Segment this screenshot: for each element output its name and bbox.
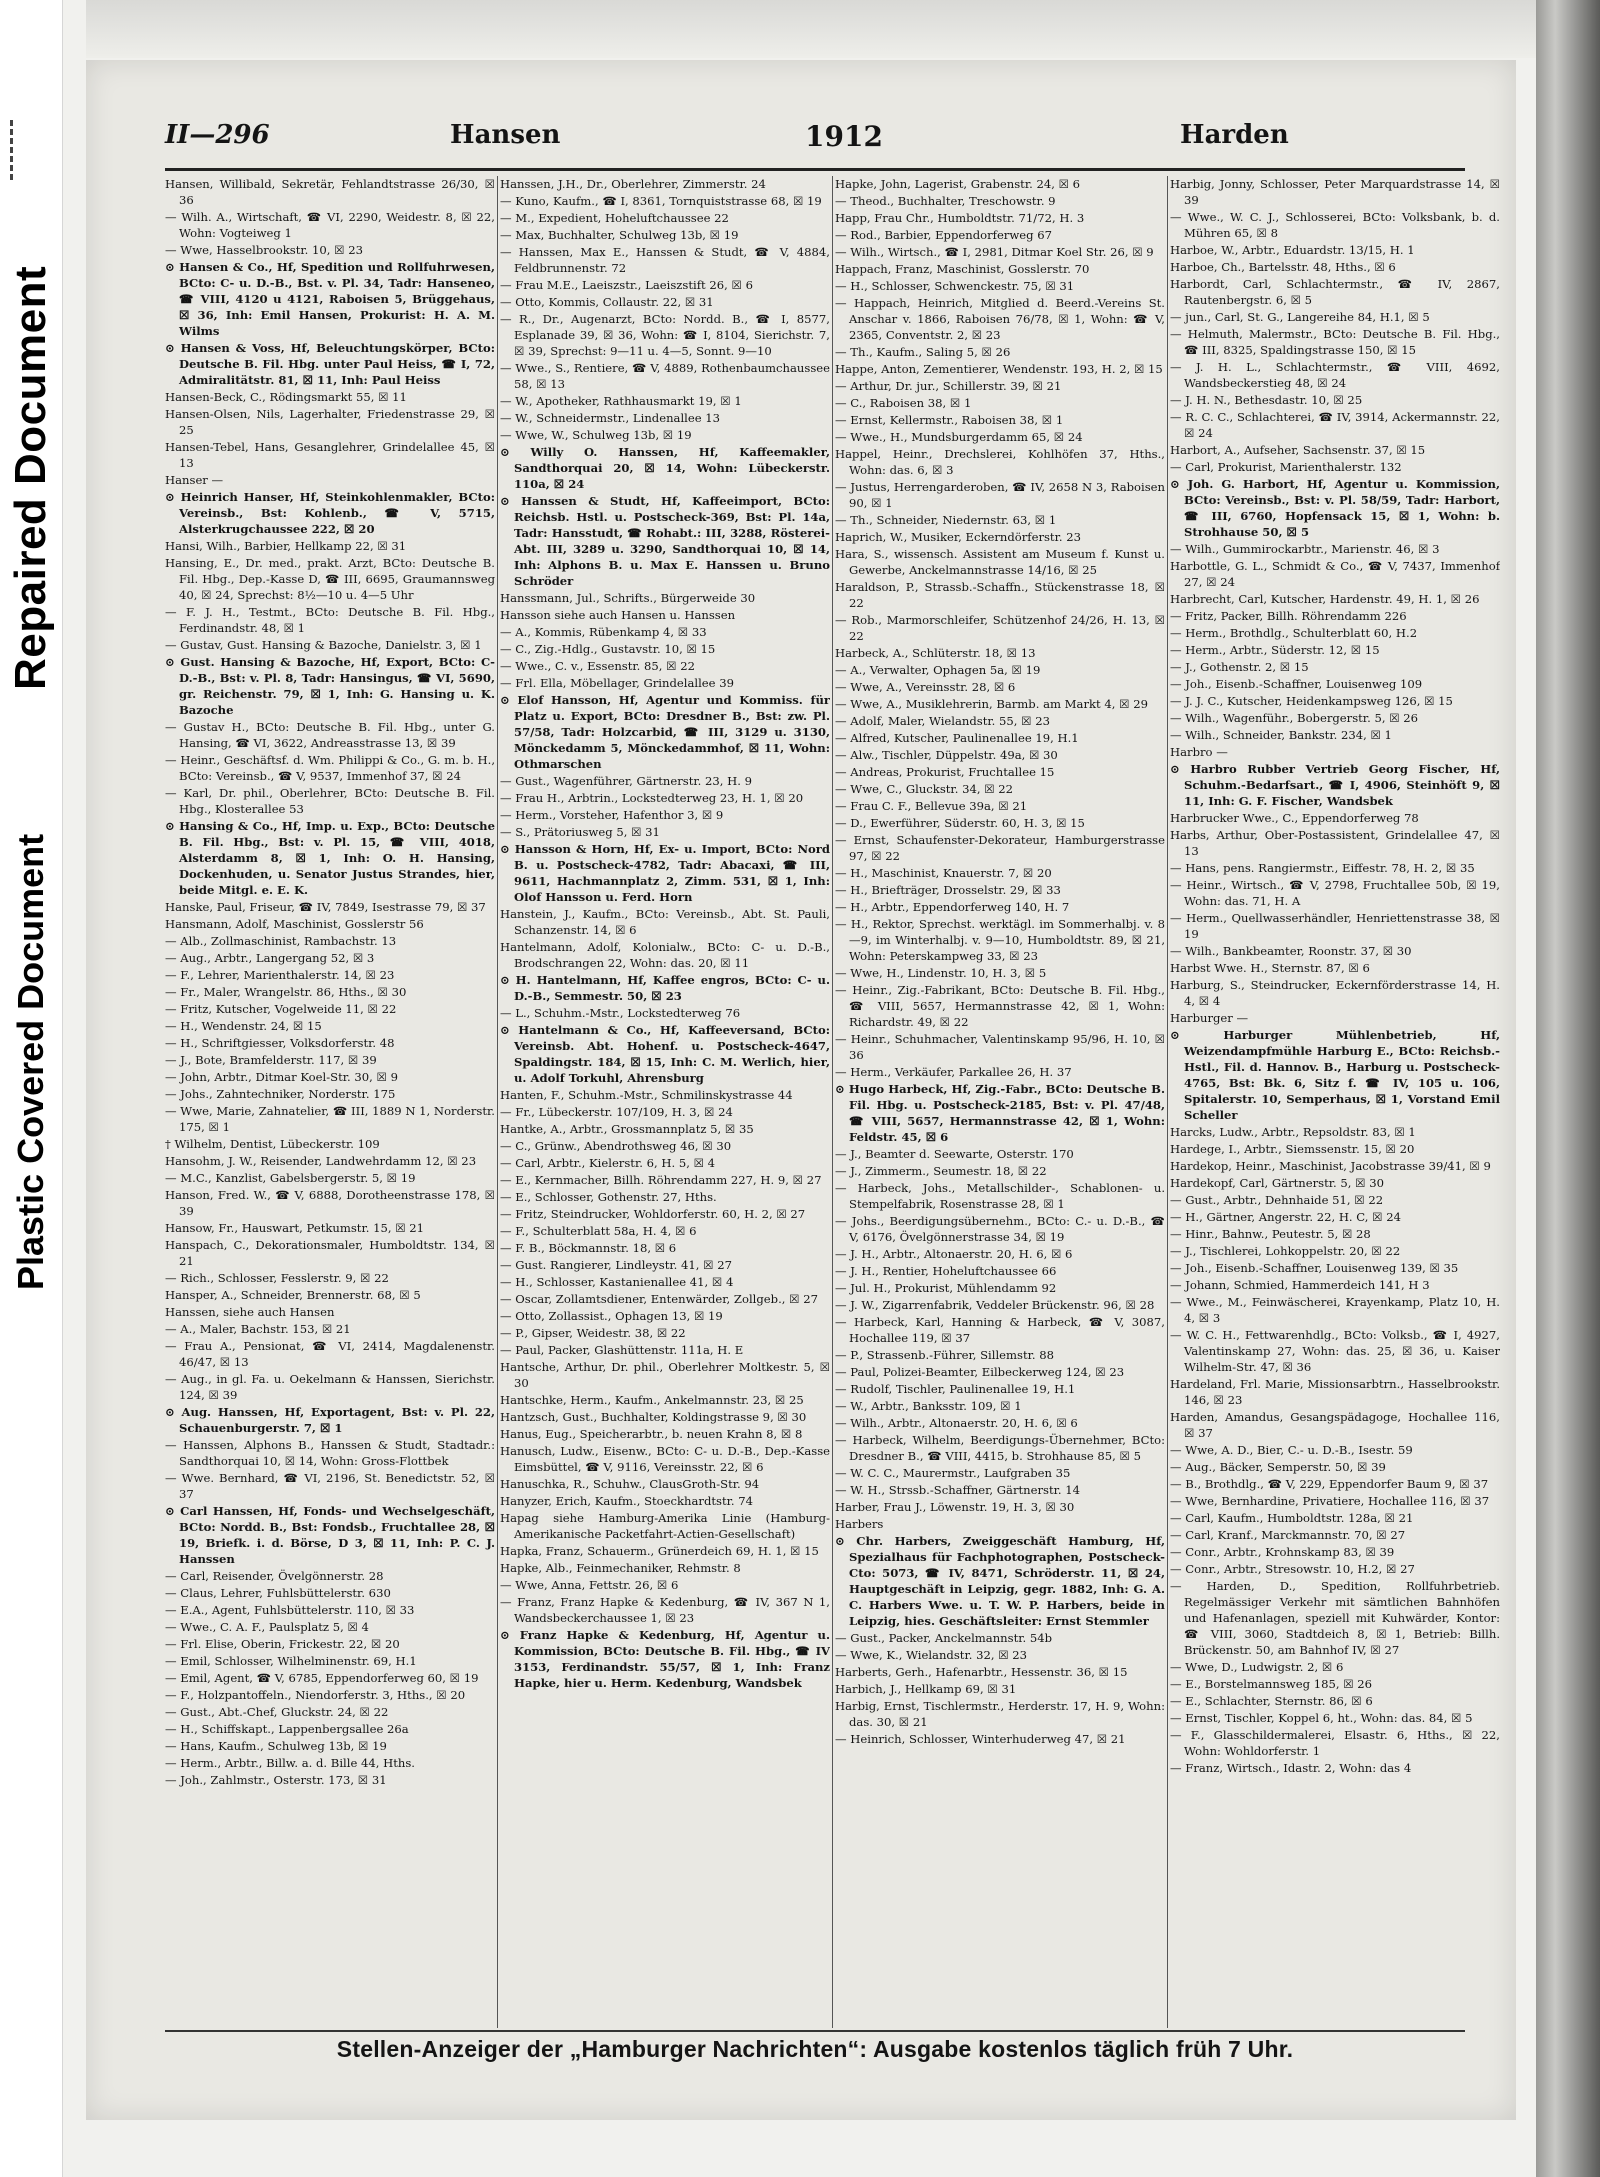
- directory-entry: — Wwe, K., Wielandstr. 32, ☒ 23: [835, 1648, 1028, 1662]
- directory-entry: Harbro —: [1170, 745, 1228, 759]
- directory-entry: — Rob., Marmorschleifer, Schützenhof 24/26, H. 13, ☒ 22: [835, 613, 1165, 643]
- directory-entry: — Carl, Reisender, Övelgönnerstr. 28: [165, 1569, 384, 1583]
- directory-entry: — Otto, Zollassist., Ophagen 13, ☒ 19: [500, 1309, 723, 1323]
- directory-entry: — Carl, Kranf., Marckmannstr. 70, ☒ 27: [1170, 1528, 1406, 1542]
- directory-entry: ⊙ Gust. Hansing & Bazoche, Hf, Export, BCto: C- D.-B., Bst: v. Pl. 8, Tadr: Hansingus, ☎ VI, 5690, gr. Reichenstr. 79, ☒ 1, Inh: G. Hansing u. K. Bazoche: [165, 655, 495, 717]
- directory-entry: ⊙ Hanssen & Studt, Hf, Kaffeeimport, BCto: Reichsb. Hstl. u. Postscheck-369, Bst: Pl. 14a, Tadr: Hansstudt, ☎ Rohabt.: III, 3288, Rösterei-Abt. III, 3289 u. 3290, Sandthorquai 10, ☒ 14, Inh: Alphons B. u. Max E. Hanssen u. Bruno Schröder: [500, 494, 830, 588]
- directory-entry: — Paul, Packer, Glashüttenstr. 111a, H. E: [500, 1343, 744, 1357]
- directory-entry: — Carl, Prokurist, Marienthalerstr. 132: [1170, 460, 1402, 474]
- directory-entry: — Joh., Zahlmstr., Osterstr. 173, ☒ 31: [165, 1773, 387, 1787]
- directory-entry: Harbich, J., Hellkamp 69, ☒ 31: [835, 1682, 1017, 1696]
- directory-entry: — Franz, Franz Hapke & Kedenburg, ☎ IV, 367 N 1, Wandsbeckerchaussee 1, ☒ 23: [500, 1595, 830, 1625]
- directory-entry: Hanske, Paul, Friseur, ☎ IV, 7849, Isestrasse 79, ☒ 37: [165, 900, 486, 914]
- directory-entry: Hansen-Beck, C., Rödingsmarkt 55, ☒ 11: [165, 390, 407, 404]
- directory-entry: — Kuno, Kaufm., ☎ I, 8361, Tornquiststrasse 68, ☒ 19: [500, 194, 822, 208]
- directory-entry: — Ernst, Kellermstr., Raboisen 38, ☒ 1: [835, 413, 1064, 427]
- directory-entry: Hantelmann, Adolf, Kolonialw., BCto: C- u. D.-B., Brodschrangen 22, Wohn: das. 20, ☒ 11: [500, 940, 830, 970]
- directory-entry: † Wilhelm, Dentist, Lübeckerstr. 109: [165, 1137, 380, 1151]
- directory-entry: — W., Arbtr., Banksstr. 109, ☒ 1: [835, 1399, 1022, 1413]
- directory-entry: ⊙ Aug. Hanssen, Hf, Exportagent, Bst: v. Pl. 22, Schauenburgerstr. 7, ☒ 1: [165, 1405, 495, 1435]
- directory-entry: — Gust., Wagenführer, Gärtnerstr. 23, H. 9: [500, 774, 752, 788]
- directory-entry: — Frl. Elise, Oberin, Frickestr. 22, ☒ 20: [165, 1637, 400, 1651]
- directory-entry: — J., Gothenstr. 2, ☒ 15: [1170, 660, 1309, 674]
- scan-tab-mark: [10, 120, 21, 180]
- directory-entry: — Harden, D., Spedition, Rollfuhrbetrieb. Regelmässiger Verkehr mit sämtlichen Bahnhöfen und Hafenanlagen, speziell mit Kuhwärder, Kontor: ☎ VIII, 3060, Stadtdeich 8, ☒ 1, Betrieb: Billh. Brückenstr. 50, am Bahnhof IV, ☒ 27: [1170, 1579, 1500, 1657]
- directory-entry: — E., Kernmacher, Billh. Röhrendamm 227, H. 9, ☒ 27: [500, 1173, 822, 1187]
- directory-entry: — Alw., Tischler, Düppelstr. 49a, ☒ 30: [835, 748, 1058, 762]
- directory-entry: — Herm., Arbtr., Billw. a. d. Bille 44, Hths.: [165, 1756, 415, 1770]
- directory-entry: — Conr., Arbtr., Stresowstr. 10, H.2, ☒ 27: [1170, 1562, 1415, 1576]
- directory-entry: Hapke, Alb., Feinmechaniker, Rehmstr. 8: [500, 1561, 741, 1575]
- directory-entry: Harbort, A., Aufseher, Sachsenstr. 37, ☒ 15: [1170, 443, 1426, 457]
- directory-entry: — Herm., Verkäufer, Parkallee 26, H. 37: [835, 1065, 1072, 1079]
- column-divider: [1167, 176, 1168, 2028]
- directory-entry: — Carl, Arbtr., Kielerstr. 6, H. 5, ☒ 4: [500, 1156, 716, 1170]
- directory-entry: — J. H. L., Schlachtermstr., ☎ VIII, 4692, Wandsbeckerstieg 48, ☒ 24: [1170, 360, 1500, 390]
- directory-entry: — Ernst, Schaufenster-Dekorateur, Hamburgerstrasse 97, ☒ 22: [835, 833, 1165, 863]
- directory-column-3: [835, 176, 1165, 2028]
- directory-entry: — Gust., Abt.-Chef, Gluckstr. 24, ☒ 22: [165, 1705, 389, 1719]
- directory-entry: — Joh., Eisenb.-Schaffner, Louisenweg 139, ☒ 35: [1170, 1261, 1459, 1275]
- directory-entry: Hantke, A., Arbtr., Grossmannplatz 5, ☒ 35: [500, 1122, 754, 1136]
- directory-entry: Hansmann, Adolf, Maschinist, Gosslerstr 56: [165, 917, 424, 931]
- directory-entry: — J. W., Zigarrenfabrik, Veddeler Brückenstr. 96, ☒ 28: [835, 1298, 1155, 1312]
- directory-entry: Hanuschka, R., Schuhw., ClausGroth-Str. 94: [500, 1477, 760, 1491]
- directory-entry: — Gust. Rangierer, Lindleystr. 41, ☒ 27: [500, 1258, 733, 1272]
- directory-entry: — Emil, Agent, ☎ V, 6785, Eppendorferweg 60, ☒ 19: [165, 1671, 479, 1685]
- directory-entry: Haprich, W., Musiker, Eckerndörferstr. 23: [835, 530, 1081, 544]
- directory-entry: Hantsche, Arthur, Dr. phil., Oberlehrer Moltkestr. 5, ☒ 30: [500, 1360, 830, 1390]
- directory-entry: — Heinr., Zig.-Fabrikant, BCto: Deutsche B. Fil. Hbg., ☎ VIII, 5657, Hermannstrasse 42, ☒ 1, Wohn: Richardstr. 49, ☒ 22: [835, 983, 1165, 1029]
- directory-entry: — F., Holzpantoffeln., Niendorferstr. 3, Hths., ☒ 20: [165, 1688, 466, 1702]
- directory-entry: — Rudolf, Tischler, Paulinenallee 19, H.1: [835, 1382, 1076, 1396]
- directory-entry: — E., Borstelmannsweg 185, ☒ 26: [1170, 1677, 1373, 1691]
- directory-entry: — Wwe, W., Schulweg 13b, ☒ 19: [500, 428, 692, 442]
- directory-entry: ⊙ Hansen & Co., Hf, Spedition und Rollfuhrwesen, BCto: C- u. D.-B., Bst. v. Pl. 34, Tadr: Hanseneo, ☎ VIII, 4120 u 4121, Raboisen 5, Brüggehaus, ☒ 36, Inh: Emil Hansen, Prokurist: H. A. M. Wilms: [165, 260, 495, 338]
- directory-entry: — Adolf, Maler, Wielandstr. 55, ☒ 23: [835, 714, 1050, 728]
- directory-entry: — H., Rektor, Sprechst. werktägl. im Sommerhalbj. v. 8—9, im Winterhalbj. v. 9—10, Humboldtstr. 89, ☒ 21, Wohn: Peterskampweg 33, ☒ 23: [835, 917, 1165, 963]
- directory-entry: ⊙ Hansen & Voss, Hf, Beleuchtungskörper, BCto: Deutsche B. Fil. Hbg. unter Paul Heiss, ☎ I, 72, Admiralitätstr. 81, ☒ 11, Inh: Paul Heiss: [165, 341, 495, 387]
- directory-entry: — jun., Carl, St. G., Langereihe 84, H.1, ☒ 5: [1170, 310, 1430, 324]
- directory-entry: — F. J. H., Testmt., BCto: Deutsche B. Fil. Hbg., Ferdinandstr. 48, ☒ 1: [165, 605, 495, 635]
- directory-entry: — Wwe, Marie, Zahnatelier, ☎ III, 1889 N 1, Norderstr. 175, ☒ 1: [165, 1104, 495, 1134]
- directory-column-2: [500, 176, 830, 2028]
- directory-entry: Harbrecht, Carl, Kutscher, Hardenstr. 49, H. 1, ☒ 26: [1170, 592, 1480, 606]
- directory-entry: Hanson, Fred. W., ☎ V, 6888, Dorotheenstrasse 178, ☒ 39: [165, 1188, 495, 1218]
- directory-entry: — H., Arbtr., Eppendorferweg 140, H. 7: [835, 900, 1070, 914]
- directory-entry: ⊙ Franz Hapke & Kedenburg, Hf, Agentur u. Kommission, BCto: Deutsche B. Fil. Hbg., ☎ IV 3153, Ferdinandstr. 55/57, ☒ 1, Inh: Franz Hapke, hier u. Herm. Kedenburg, Wandsbek: [500, 1628, 830, 1690]
- directory-entry: — J., Bote, Bramfelderstr. 117, ☒ 39: [165, 1053, 377, 1067]
- directory-entry: ⊙ Harbro Rubber Vertrieb Georg Fischer, Hf, Schuhm.-Bedarfsart., ☎ I, 4906, Steinhöft 9, ☒ 11, Inh: G. F. Fischer, Wandsbek: [1170, 762, 1500, 808]
- directory-entry: ⊙ Hantelmann & Co., Hf, Kaffeeversand, BCto: Vereinsb. Abt. Hohenf. u. Postscheck-4647, Spaldingstr. 184, ☒ 15, Inh: C. M. Werlich, hier, u. Adolf Torkuhl, Ahrensburg: [500, 1023, 830, 1085]
- directory-entry: Happel, Heinr., Drechslerei, Kohlhöfen 37, Hths., Wohn: das. 6, ☒ 3: [835, 447, 1165, 477]
- directory-entry: — R., Dr., Augenarzt, BCto: Nordd. B., ☎ I, 8577, Esplanade 39, ☒ 36, Wohn: ☎ I, 8104, Sierichstr. 7, ☒ 39, Sprechst: 9—11 u. 4—5, Sonnt. 9—10: [500, 312, 830, 358]
- directory-entry: — S., Prätoriusweg 5, ☒ 31: [500, 825, 660, 839]
- directory-entry: Hansow, Fr., Hauswart, Petkumstr. 15, ☒ 21: [165, 1221, 425, 1235]
- directory-entry: — Wwe, A. D., Bier, C.- u. D.-B., Isestr. 59: [1170, 1443, 1413, 1457]
- directory-entry: — Wilh., Wagenführ., Bobergerstr. 5, ☒ 26: [1170, 711, 1419, 725]
- directory-entry: — J., Tischlerei, Lohkoppelstr. 20, ☒ 22: [1170, 1244, 1401, 1258]
- directory-entry: — H., Schiffskapt., Lappenbergsallee 26a: [165, 1722, 409, 1736]
- directory-entry: Hansing, E., Dr. med., prakt. Arzt, BCto: Deutsche B. Fil. Hbg., Dep.-Kasse D, ☎ III, 6695, Graumannsweg 40, ☒ 24, Sprechst: 8½—10 u. 4—5 Uhr: [165, 556, 495, 602]
- directory-entry: — W. C. C., Maurermstr., Laufgraben 35: [835, 1466, 1071, 1480]
- directory-entry: — W., Schneidermstr., Lindenallee 13: [500, 411, 721, 425]
- directory-entry: — F., Lehrer, Marienthalerstr. 14, ☒ 23: [165, 968, 395, 982]
- directory-entry: — Happach, Heinrich, Mitglied d. Beerd.-Vereins St. Anschar v. 1866, Raboisen 76/78, ☒ 1, Wohn: ☎ V, 2365, Conventstr. 2, ☒ 23: [835, 296, 1165, 342]
- directory-entry: — E., Schlachter, Sternstr. 86, ☒ 6: [1170, 1694, 1373, 1708]
- directory-entry: — Wilh., Gummirockarbtr., Marienstr. 46, ☒ 3: [1170, 542, 1440, 556]
- directory-entry: — L., Schuhm.-Mstr., Lockstedterweg 76: [500, 1006, 741, 1020]
- repaired-document-label: Repaired Document: [6, 265, 55, 690]
- directory-entry: — Wilh., Wirtsch., ☎ I, 2981, Ditmar Koel Str. 26, ☒ 9: [835, 245, 1154, 259]
- directory-entry: — M., Expedient, Hoheluftchaussee 22: [500, 211, 729, 225]
- directory-entry: — Wilh., Schneider, Bankstr. 234, ☒ 1: [1170, 728, 1392, 742]
- directory-entry: Harden, Amandus, Gesangspädagoge, Hochallee 116, ☒ 37: [1170, 1410, 1500, 1440]
- directory-entry: — Gust., Packer, Anckelmannstr. 54b: [835, 1631, 1053, 1645]
- directory-entry: — P., Gipser, Weidestr. 38, ☒ 22: [500, 1326, 686, 1340]
- directory-entry: — Theod., Buchhalter, Treschowstr. 9: [835, 194, 1056, 208]
- directory-entry: — Frau A., Pensionat, ☎ VI, 2414, Magdalenenstr. 46/47, ☒ 13: [165, 1339, 495, 1369]
- directory-entry: Harbers: [835, 1517, 884, 1531]
- directory-entry: Hansen, Willibald, Sekretär, Fehlandtstrasse 26/30, ☒ 36: [165, 177, 495, 207]
- directory-entry: Hantschke, Herm., Kaufm., Ankelmannstr. 23, ☒ 25: [500, 1393, 804, 1407]
- page-number: II—296: [165, 120, 270, 150]
- directory-entry: — Max, Buchhalter, Schulweg 13b, ☒ 19: [500, 228, 739, 242]
- running-header: [165, 120, 1465, 160]
- directory-entry: Hanusch, Ludw., Eisenw., BCto: C- u. D.-B., Dep.-Kasse Eimsbüttel, ☎ V, 9116, Vereinsstr. 22, ☒ 6: [500, 1444, 830, 1474]
- directory-entry: — W., Apotheker, Rathhausmarkt 19, ☒ 1: [500, 394, 742, 408]
- directory-entry: — Fritz, Kutscher, Vogelweide 11, ☒ 22: [165, 1002, 397, 1016]
- book-right-edge: [1536, 0, 1600, 2177]
- directory-entry: — Fritz, Steindrucker, Wohldorferstr. 60, H. 2, ☒ 27: [500, 1207, 806, 1221]
- directory-entry: Hardeland, Frl. Marie, Missionsarbtrn., Hasselbrookstr. 146, ☒ 23: [1170, 1377, 1500, 1407]
- directory-entry: — Arthur, Dr. jur., Schillerstr. 39, ☒ 21: [835, 379, 1062, 393]
- directory-entry: — Karl, Dr. phil., Oberlehrer, BCto: Deutsche B. Fil. Hbg., Klosterallee 53: [165, 786, 495, 816]
- directory-entry: Harburger —: [1170, 1011, 1249, 1025]
- directory-entry: Hanten, F., Schuhm.-Mstr., Schmilinskystrasse 44: [500, 1088, 793, 1102]
- directory-entry: Harberts, Gerh., Hafenarbtr., Hessenstr. 36, ☒ 15: [835, 1665, 1128, 1679]
- header-year: 1912: [805, 120, 883, 153]
- directory-entry: — Johs., Beerdigungsübernehm., BCto: C.- u. D.-B., ☎ V, 6176, Övelgönnerstrasse 34, ☒ 19: [835, 1214, 1165, 1244]
- directory-entry: — Herm., Arbtr., Süderstr. 12, ☒ 15: [1170, 643, 1380, 657]
- directory-entry: — Heinr., Wirtsch., ☎ V, 2798, Fruchtallee 50b, ☒ 19, Wohn: das. 71, H. A: [1170, 878, 1500, 908]
- directory-entry: — Wwe, D., Ludwigstr. 2, ☒ 6: [1170, 1660, 1344, 1674]
- directory-entry: — J. J. C., Kutscher, Heidenkampsweg 126, ☒ 15: [1170, 694, 1453, 708]
- footer-advert: Stellen-Anzeiger der „Hamburger Nachrichten“: Ausgabe kostenlos täglich früh 7 Uhr.: [336, 2036, 1294, 2062]
- directory-entry: — W. C. H., Fettwarenhdlg., BCto: Volksb., ☎ I, 4927, Valentinskamp 27, Wohn: das. 25, ☒ 36, u. Kaiser Wilhelm-Str. 47, ☒ 36: [1170, 1328, 1500, 1374]
- directory-entry: Hansper, A., Schneider, Brennerstr. 68, ☒ 5: [165, 1288, 421, 1302]
- directory-entry: — Fr., Maler, Wrangelstr. 86, Hths., ☒ 30: [165, 985, 407, 999]
- directory-entry: Harbordt, Carl, Schlachtermstr., ☎ IV, 2867, Rautenbergstr. 6, ☒ 5: [1170, 277, 1500, 307]
- directory-entry: — J., Beamter d. Seewarte, Osterstr. 170: [835, 1147, 1074, 1161]
- directory-entry: — Th., Kaufm., Saling 5, ☒ 26: [835, 345, 1011, 359]
- directory-column-1: [165, 176, 495, 2028]
- directory-entry: Hansi, Wilh., Barbier, Hellkamp 22, ☒ 31: [165, 539, 407, 553]
- directory-entry: — Wwe. Bernhard, ☎ VI, 2196, St. Benedictstr. 52, ☒ 37: [165, 1471, 495, 1501]
- scan-top-edge: [86, 0, 1536, 58]
- directory-entry: — Wilh., Bankbeamter, Roonstr. 37, ☒ 30: [1170, 944, 1412, 958]
- directory-entry: — Wilh., Arbtr., Altonaerstr. 20, H. 6, ☒ 6: [835, 1416, 1078, 1430]
- directory-entry: — Heinr., Schuhmacher, Valentinskamp 95/96, H. 10, ☒ 36: [835, 1032, 1165, 1062]
- directory-entry: Hardekopf, Carl, Gärtnerstr. 5, ☒ 30: [1170, 1176, 1384, 1190]
- directory-entry: — Gust., Arbtr., Dehnhaide 51, ☒ 22: [1170, 1193, 1384, 1207]
- directory-entry: — Justus, Herrengarderoben, ☎ IV, 2658 N 3, Raboisen 90, ☒ 1: [835, 480, 1165, 510]
- directory-entry: — Frau M.E., Laeiszstr., Laeiszstift 26, ☒ 6: [500, 278, 753, 292]
- directory-entry: — H., Schriftgiesser, Volksdorferstr. 48: [165, 1036, 395, 1050]
- directory-entry: — Johs., Zahntechniker, Norderstr. 175: [165, 1087, 396, 1101]
- header-right-word: Harden: [1180, 120, 1289, 150]
- directory-entry: — E.A., Agent, Fuhlsbüttelerstr. 110, ☒ 33: [165, 1603, 415, 1617]
- directory-entry: — J., Zimmerm., Seumestr. 18, ☒ 22: [835, 1164, 1047, 1178]
- directory-entry: — C., Grünw., Abendrothsweg 46, ☒ 30: [500, 1139, 732, 1153]
- directory-entry: — Hinr., Bahnw., Peutestr. 5, ☒ 28: [1170, 1227, 1371, 1241]
- directory-entry: Harburg, S., Steindrucker, Eckernförderstrasse 14, H. 4, ☒ 4: [1170, 978, 1500, 1008]
- directory-entry: Happach, Franz, Maschinist, Gosslerstr. 70: [835, 262, 1090, 276]
- directory-entry: Harbs, Arthur, Ober-Postassistent, Grindelallee 47, ☒ 13: [1170, 828, 1500, 858]
- directory-entry: — Wwe., S., Rentiere, ☎ V, 4889, Rothenbaumchaussee 58, ☒ 13: [500, 361, 830, 391]
- header-rule: [165, 168, 1465, 171]
- directory-entry: ⊙ Hugo Harbeck, Hf, Zig.-Fabr., BCto: Deutsche B. Fil. Hbg. u. Postscheck-2185, Bst: v. Pl. 47/48, ☎ VIII, 5657, Hermannstrasse 42, ☒ 1, Wohn: Feldstr. 45, ☒ 6: [835, 1082, 1165, 1144]
- directory-entry: — Frl. Ella, Möbellager, Grindelallee 39: [500, 676, 734, 690]
- directory-entry: — Gustav H., BCto: Deutsche B. Fil. Hbg., unter G. Hansing, ☎ VI, 3622, Andreasstrasse 13, ☒ 39: [165, 720, 495, 750]
- directory-entry: ⊙ Chr. Harbers, Zweiggeschäft Hamburg, Hf, Spezialhaus für Fachphotographen, Postscheck-Cto: 5073, ☎ IV, 8471, Schröderstr. 11, ☒ 24, Hauptgeschäft in Leipzig, gegr. 1882, Inh: G. A. C. Harbers Wwe. u. T. W. P. Harbers, beide in Leipzig, hies. Geschäftsleiter: Ernst Stemmler: [835, 1534, 1165, 1628]
- directory-entry: — Gustav, Gust. Hansing & Bazoche, Danielstr. 3, ☒ 1: [165, 638, 482, 652]
- directory-entry: — Wwe., W. C. J., Schlosserei, BCto: Volksbank, b. d. Mühren 65, ☒ 8: [1170, 210, 1500, 240]
- directory-entry: — Paul, Polizei-Beamter, Eilbeckerweg 124, ☒ 23: [835, 1365, 1125, 1379]
- directory-entry: — Claus, Lehrer, Fuhlsbüttelerstr. 630: [165, 1586, 391, 1600]
- directory-entry: — F., Schulterblatt 58a, H. 4, ☒ 6: [500, 1224, 697, 1238]
- directory-column-4: [1170, 176, 1500, 2028]
- directory-entry: Harbrucker Wwe., C., Eppendorferweg 78: [1170, 811, 1419, 825]
- directory-entry: — H., Schlosser, Schwenckestr. 75, ☒ 31: [835, 279, 1075, 293]
- directory-entry: — Hanssen, Alphons B., Hanssen & Studt, Stadtadr.: Sandthorquai 10, ☒ 14, Wohn: Gross-Flottbek: [165, 1438, 495, 1468]
- footer-rule: [165, 2030, 1465, 2032]
- directory-entry: — Aug., Arbtr., Langergang 52, ☒ 3: [165, 951, 375, 965]
- column-divider: [497, 176, 498, 2028]
- binding-strip: [0, 0, 63, 2177]
- directory-entry: — John, Arbtr., Ditmar Koel-Str. 30, ☒ 9: [165, 1070, 398, 1084]
- directory-entry: Harbeck, A., Schlüterstr. 18, ☒ 13: [835, 646, 1036, 660]
- directory-entry: Haraldson, P., Strassb.-Schaffn., Stückenstrasse 18, ☒ 22: [835, 580, 1165, 610]
- directory-entry: Harboe, Ch., Bartelsstr. 48, Hths., ☒ 6: [1170, 260, 1396, 274]
- directory-entry: ⊙ Elof Hansson, Hf, Agentur und Kommiss. für Platz u. Export, BCto: Dresdner B., Bst: zw. Pl. 57/58, Tadr: Holzcarbid, ☎ III, 3129 u. 3130, Mönckedamm 5, Mönckedammhof, ☒ 11, Wohn: Othmarschen: [500, 693, 830, 771]
- directory-entry: — Wwe, Hasselbrookstr. 10, ☒ 23: [165, 243, 363, 257]
- directory-entry: Hansen-Tebel, Hans, Gesanglehrer, Grindelallee 45, ☒ 13: [165, 440, 495, 470]
- directory-entry: — Hanssen, Max E., Hanssen & Studt, ☎ V, 4884, Feldbrunnenstr. 72: [500, 245, 830, 275]
- directory-entry: ⊙ Hansson & Horn, Hf, Ex- u. Import, BCto: Nord B. u. Postscheck-4782, Tadr: Abacaxi, ☎ III, 9611, Hachmannplatz 2, Zimm. 531, ☒ 1, Inh: Olof Hansson u. Ferd. Horn: [500, 842, 830, 904]
- directory-entry: — Frau H., Arbtrin., Lockstedterweg 23, H. 1, ☒ 20: [500, 791, 804, 805]
- directory-entry: Harbst Wwe. H., Sternstr. 87, ☒ 6: [1170, 961, 1370, 975]
- directory-entry: Hanser —: [165, 473, 224, 487]
- directory-entry: — Otto, Kommis, Collaustr. 22, ☒ 31: [500, 295, 714, 309]
- directory-entry: — Wwe, A., Vereinsstr. 28, ☒ 6: [835, 680, 1016, 694]
- directory-entry: — W. H., Strssb.-Schaffner, Gärtnerstr. 14: [835, 1483, 1081, 1497]
- column-divider: [832, 176, 833, 2028]
- directory-entry: — Rod., Barbier, Eppendorferweg 67: [835, 228, 1052, 242]
- directory-entry: Harbottle, G. L., Schmidt & Co., ☎ V, 7437, Immenhof 27, ☒ 24: [1170, 559, 1500, 589]
- directory-entry: Harber, Frau J., Löwenstr. 19, H. 3, ☒ 30: [835, 1500, 1075, 1514]
- directory-entry: — Harbeck, Johs., Metallschilder-, Schablonen- u. Stempelfabrik, Rosenstrasse 28, ☒ 1: [835, 1181, 1165, 1211]
- directory-entry: — Harbeck, Karl, Hanning & Harbeck, ☎ V, 3087, Hochallee 119, ☒ 37: [835, 1315, 1165, 1345]
- directory-entry: Hantzsch, Gust., Buchhalter, Koldingstrasse 9, ☒ 30: [500, 1410, 807, 1424]
- directory-entry: — Rich., Schlosser, Fesslerstr. 9, ☒ 22: [165, 1271, 389, 1285]
- directory-entry: — Aug., Bäcker, Semperstr. 50, ☒ 39: [1170, 1460, 1386, 1474]
- directory-entry: — P., Strassenb.-Führer, Sillemstr. 88: [835, 1348, 1055, 1362]
- directory-entry: — J. H., Arbtr., Altonaerstr. 20, H. 6, ☒ 6: [835, 1247, 1073, 1261]
- directory-entry: — J. H. N., Bethesdastr. 10, ☒ 25: [1170, 393, 1363, 407]
- directory-entry: ⊙ Willy O. Hanssen, Hf, Kaffeemakler, Sandthorquai 20, ☒ 14, Wohn: Lübeckerstr. 110a, ☒ 24: [500, 445, 830, 491]
- directory-entry: — E., Schlosser, Gothenstr. 27, Hths.: [500, 1190, 717, 1204]
- directory-entry: — Franz, Wirtsch., Idastr. 2, Wohn: das 4: [1170, 1761, 1412, 1775]
- directory-entry: ⊙ Harburger Mühlenbetrieb, Hf, Weizendampfmühle Harburg E., BCto: Reichsb.-Hstl., Fil. d. Hannov. B., Harburg u. Postscheck-4765, Bst: Bk. 6, Sitz f. ☎ IV, 105 u. 106, Spitalerstr. 10, Semperhaus, ☒ 1, Vorstand Emil Scheller: [1170, 1028, 1500, 1122]
- directory-entry: Happ, Frau Chr., Humboldtstr. 71/72, H. 3: [835, 211, 1085, 225]
- directory-entry: Hanssmann, Jul., Schrifts., Bürgerweide 30: [500, 591, 756, 605]
- directory-entry: — M.C., Kanzlist, Gabelsbergerstr. 5, ☒ 19: [165, 1171, 416, 1185]
- directory-entry: — Wwe, C., Gluckstr. 34, ☒ 22: [835, 782, 1014, 796]
- directory-entry: — Herm., Quellwasserhändler, Henriettenstrasse 38, ☒ 19: [1170, 911, 1500, 941]
- directory-entry: — C., Raboisen 38, ☒ 1: [835, 396, 972, 410]
- directory-entry: Hanyzer, Erich, Kaufm., Stoeckhardtstr. 74: [500, 1494, 754, 1508]
- directory-entry: ⊙ Carl Hanssen, Hf, Fonds- und Wechselgeschäft, BCto: Nordd. B., Bst: Fondsb., Fruchtallee 28, ☒ 19, Briefk. i. d. Börse, D 3, ☒ 11, Inh: P. C. J. Hanssen: [165, 1504, 495, 1566]
- directory-entry: — Hans, Kaufm., Schulweg 13b, ☒ 19: [165, 1739, 387, 1753]
- directory-entry: — Alfred, Kutscher, Paulinenallee 19, H.1: [835, 731, 1079, 745]
- directory-entry: Hanus, Eug., Speicherarbtr., b. neuen Krahn 8, ☒ 8: [500, 1427, 803, 1441]
- directory-entry: — Heinr., Geschäftsf. d. Wm. Philippi & Co., G. m. b. H., BCto: Vereinsb., ☎ V, 9537, Immenhof 37, ☒ 24: [165, 753, 495, 783]
- directory-entry: — H., Gärtner, Angerstr. 22, H. C, ☒ 24: [1170, 1210, 1401, 1224]
- directory-entry: — Heinrich, Schlosser, Winterhuderweg 47, ☒ 21: [835, 1732, 1126, 1746]
- directory-entry: — A., Verwalter, Ophagen 5a, ☒ 19: [835, 663, 1041, 677]
- directory-entry: ⊙ Joh. G. Harbort, Hf, Agentur u. Kommission, BCto: Vereinsb., Bst: v. Pl. 58/59, Tadr: Harbort, ☎ III, 6760, Hopfensack 15, ☒ 1, Wohn: b. Strohhause 50, ☒ 5: [1170, 477, 1500, 539]
- directory-entry: — Harbeck, Wilhelm, Beerdigungs-Übernehmer, BCto: Dresdner B., ☎ VIII, 4415, b. Strohhause 85, ☒ 5: [835, 1433, 1165, 1463]
- directory-entry: — Emil, Schlosser, Wilhelminenstr. 69, H.1: [165, 1654, 417, 1668]
- directory-entry: — H., Briefträger, Drosselstr. 29, ☒ 33: [835, 883, 1061, 897]
- directory-entry: — Wilh. A., Wirtschaft, ☎ VI, 2290, Weidestr. 8, ☒ 22, Wohn: Vogteiweg 1: [165, 210, 495, 240]
- directory-entry: — Hans, pens. Rangiermstr., Eiffestr. 78, H. 2, ☒ 35: [1170, 861, 1475, 875]
- directory-entry: Hardekop, Heinr., Maschinist, Jacobstrasse 39/41, ☒ 9: [1170, 1159, 1491, 1173]
- header-left-word: Hansen: [450, 120, 561, 150]
- directory-entry: — Wwe, Bernhardine, Privatiere, Hochallee 116, ☒ 37: [1170, 1494, 1490, 1508]
- directory-entry: — Wwe., C. v., Essenstr. 85, ☒ 22: [500, 659, 695, 673]
- directory-entry: — D., Ewerführer, Süderstr. 60, H. 3, ☒ 15: [835, 816, 1085, 830]
- directory-entry: — Conr., Arbtr., Krohnskamp 83, ☒ 39: [1170, 1545, 1395, 1559]
- directory-entry: — F., Glasschildermalerei, Elsastr. 6, Hths., ☒ 22, Wohn: Wohldorferstr. 1: [1170, 1728, 1500, 1758]
- directory-entry: — R. C. C., Schlachterei, ☎ IV, 3914, Ackermannstr. 22, ☒ 24: [1170, 410, 1500, 440]
- directory-entry: Hansohm, J. W., Reisender, Landwehrdamm 12, ☒ 23: [165, 1154, 477, 1168]
- directory-entry: Harbig, Ernst, Tischlermstr., Herderstr. 17, H. 9, Wohn: das. 30, ☒ 21: [835, 1699, 1165, 1729]
- directory-entry: — Carl, Kaufm., Humboldtstr. 128a, ☒ 21: [1170, 1511, 1414, 1525]
- directory-entry: Happe, Anton, Zementierer, Wendenstr. 193, H. 2, ☒ 15: [835, 362, 1163, 376]
- directory-entry: — A., Maler, Bachstr. 153, ☒ 21: [165, 1322, 351, 1336]
- directory-entry: Hansson siehe auch Hansen u. Hanssen: [500, 608, 736, 622]
- directory-entry: Hapag siehe Hamburg-Amerika Linie (Hamburg-Amerikanische Packetfahrt-Actien-Gesellschaft): [500, 1511, 830, 1541]
- directory-entry: — C., Zig.-Hdlg., Gustavstr. 10, ☒ 15: [500, 642, 716, 656]
- directory-entry: Hara, S., wissensch. Assistent am Museum f. Kunst u. Gewerbe, Anckelmannstrasse 14/16, ☒ 25: [835, 547, 1165, 577]
- directory-entry: Harboe, W., Arbtr., Eduardstr. 13/15, H. 1: [1170, 243, 1415, 257]
- directory-entry: — Wwe., M., Feinwäscherei, Krayenkamp, Platz 10, H. 4, ☒ 3: [1170, 1295, 1500, 1325]
- directory-entry: — Herm., Vorsteher, Hafenthor 3, ☒ 9: [500, 808, 724, 822]
- directory-entry: — Alb., Zollmaschinist, Rambachstr. 13: [165, 934, 397, 948]
- directory-entry: — Herm., Brothdlg., Schulterblatt 60, H.2: [1170, 626, 1418, 640]
- directory-entry: ⊙ Hansing & Co., Hf, Imp. u. Exp., BCto: Deutsche B. Fil. Hbg., Bst: v. Pl. 15, ☎ VIII, 4018, Alsterdamm 8, ☒ 1, Inh: O. H. Hansing, Dockenhuden, u. Senator Justus Strandes, hier, beide Mitgl. e. E. K.: [165, 819, 495, 897]
- directory-entry: Hapka, Franz, Schauerm., Grünerdeich 69, H. 1, ☒ 15: [500, 1544, 819, 1558]
- directory-entry: — Wwe., H., Mundsburgerdamm 65, ☒ 24: [835, 430, 1083, 444]
- directory-entry: — Oscar, Zollamtsdiener, Entenwärder, Zollgeb., ☒ 27: [500, 1292, 818, 1306]
- directory-entry: — B., Brothdlg., ☎ V, 229, Eppendorfer Baum 9, ☒ 37: [1170, 1477, 1489, 1491]
- directory-entry: — Andreas, Prokurist, Fruchtallee 15: [835, 765, 1055, 779]
- directory-entry: Hansen-Olsen, Nils, Lagerhalter, Friedenstrasse 29, ☒ 25: [165, 407, 495, 437]
- directory-entry: Harbig, Jonny, Schlosser, Peter Marquardstrasse 14, ☒ 39: [1170, 177, 1500, 207]
- directory-entry: ⊙ Heinrich Hanser, Hf, Steinkohlenmakler, BCto: Vereinsb., Bst: Kohlenb., ☎ V, 5715, Alsterkrugchaussee 222, ☒ 20: [165, 490, 495, 536]
- directory-entry: — J. H., Rentier, Hoheluftchaussee 66: [835, 1264, 1057, 1278]
- directory-entry: — A., Kommis, Rübenkamp 4, ☒ 33: [500, 625, 707, 639]
- directory-entry: — Th., Schneider, Niedernstr. 63, ☒ 1: [835, 513, 1057, 527]
- directory-entry: Hanssen, siehe auch Hansen: [165, 1305, 335, 1319]
- directory-entry: Hardege, I., Arbtr., Siemssenstr. 15, ☒ 20: [1170, 1142, 1415, 1156]
- directory-entry: — H., Wendenstr. 24, ☒ 15: [165, 1019, 322, 1033]
- directory-entry: — Helmuth, Malermstr., BCto: Deutsche B. Fil. Hbg., ☎ III, 8325, Spaldingstrasse 150, ☒ 15: [1170, 327, 1500, 357]
- directory-entry: — Joh., Eisenb.-Schaffner, Louisenweg 109: [1170, 677, 1423, 691]
- directory-entry: — Johann, Schmied, Hammerdeich 141, H 3: [1170, 1278, 1430, 1292]
- directory-entry: Hanssen, J.H., Dr., Oberlehrer, Zimmerstr. 24: [500, 177, 766, 191]
- directory-entry: — Frau C. F., Bellevue 39a, ☒ 21: [835, 799, 1028, 813]
- directory-entry: Hanspach, C., Dekorationsmaler, Humboldtstr. 134, ☒ 21: [165, 1238, 495, 1268]
- plastic-covered-label: Plastic Covered Document: [10, 833, 51, 1290]
- directory-entry: — Ernst, Tischler, Koppel 6, ht., Wohn: das. 84, ☒ 5: [1170, 1711, 1473, 1725]
- directory-entry: Harcks, Ludw., Arbtr., Repsoldstr. 83, ☒ 1: [1170, 1125, 1416, 1139]
- directory-entry: — Fritz, Packer, Billh. Röhrendamm 226: [1170, 609, 1407, 623]
- directory-entry: — Wwe, Anna, Fettstr. 26, ☒ 6: [500, 1578, 679, 1592]
- directory-entry: — H., Schlosser, Kastanienallee 41, ☒ 4: [500, 1275, 734, 1289]
- directory-entry: — Wwe, H., Lindenstr. 10, H. 3, ☒ 5: [835, 966, 1047, 980]
- directory-entry: — F. B., Böckmannstr. 18, ☒ 6: [500, 1241, 677, 1255]
- directory-entry: ⊙ H. Hantelmann, Hf, Kaffee engros, BCto: C- u. D.-B., Semmestr. 50, ☒ 23: [500, 973, 830, 1003]
- directory-entry: — Jul. H., Prokurist, Mühlendamm 92: [835, 1281, 1057, 1295]
- directory-entry: — Wwe., C. A. F., Paulsplatz 5, ☒ 4: [165, 1620, 369, 1634]
- directory-entry: — H., Maschinist, Knauerstr. 7, ☒ 20: [835, 866, 1052, 880]
- directory-entry: Hapke, John, Lagerist, Grabenstr. 24, ☒ 6: [835, 177, 1081, 191]
- directory-entry: Hanstein, J., Kaufm., BCto: Vereinsb., Abt. St. Pauli, Schanzenstr. 14, ☒ 6: [500, 907, 830, 937]
- directory-entry: — Wwe, A., Musiklehrerin, Barmb. am Markt 4, ☒ 29: [835, 697, 1148, 711]
- directory-entry: — Aug., in gl. Fa. u. Oekelmann & Hanssen, Sierichstr. 124, ☒ 39: [165, 1372, 495, 1402]
- directory-entry: — Fr., Lübeckerstr. 107/109, H. 3, ☒ 24: [500, 1105, 733, 1119]
